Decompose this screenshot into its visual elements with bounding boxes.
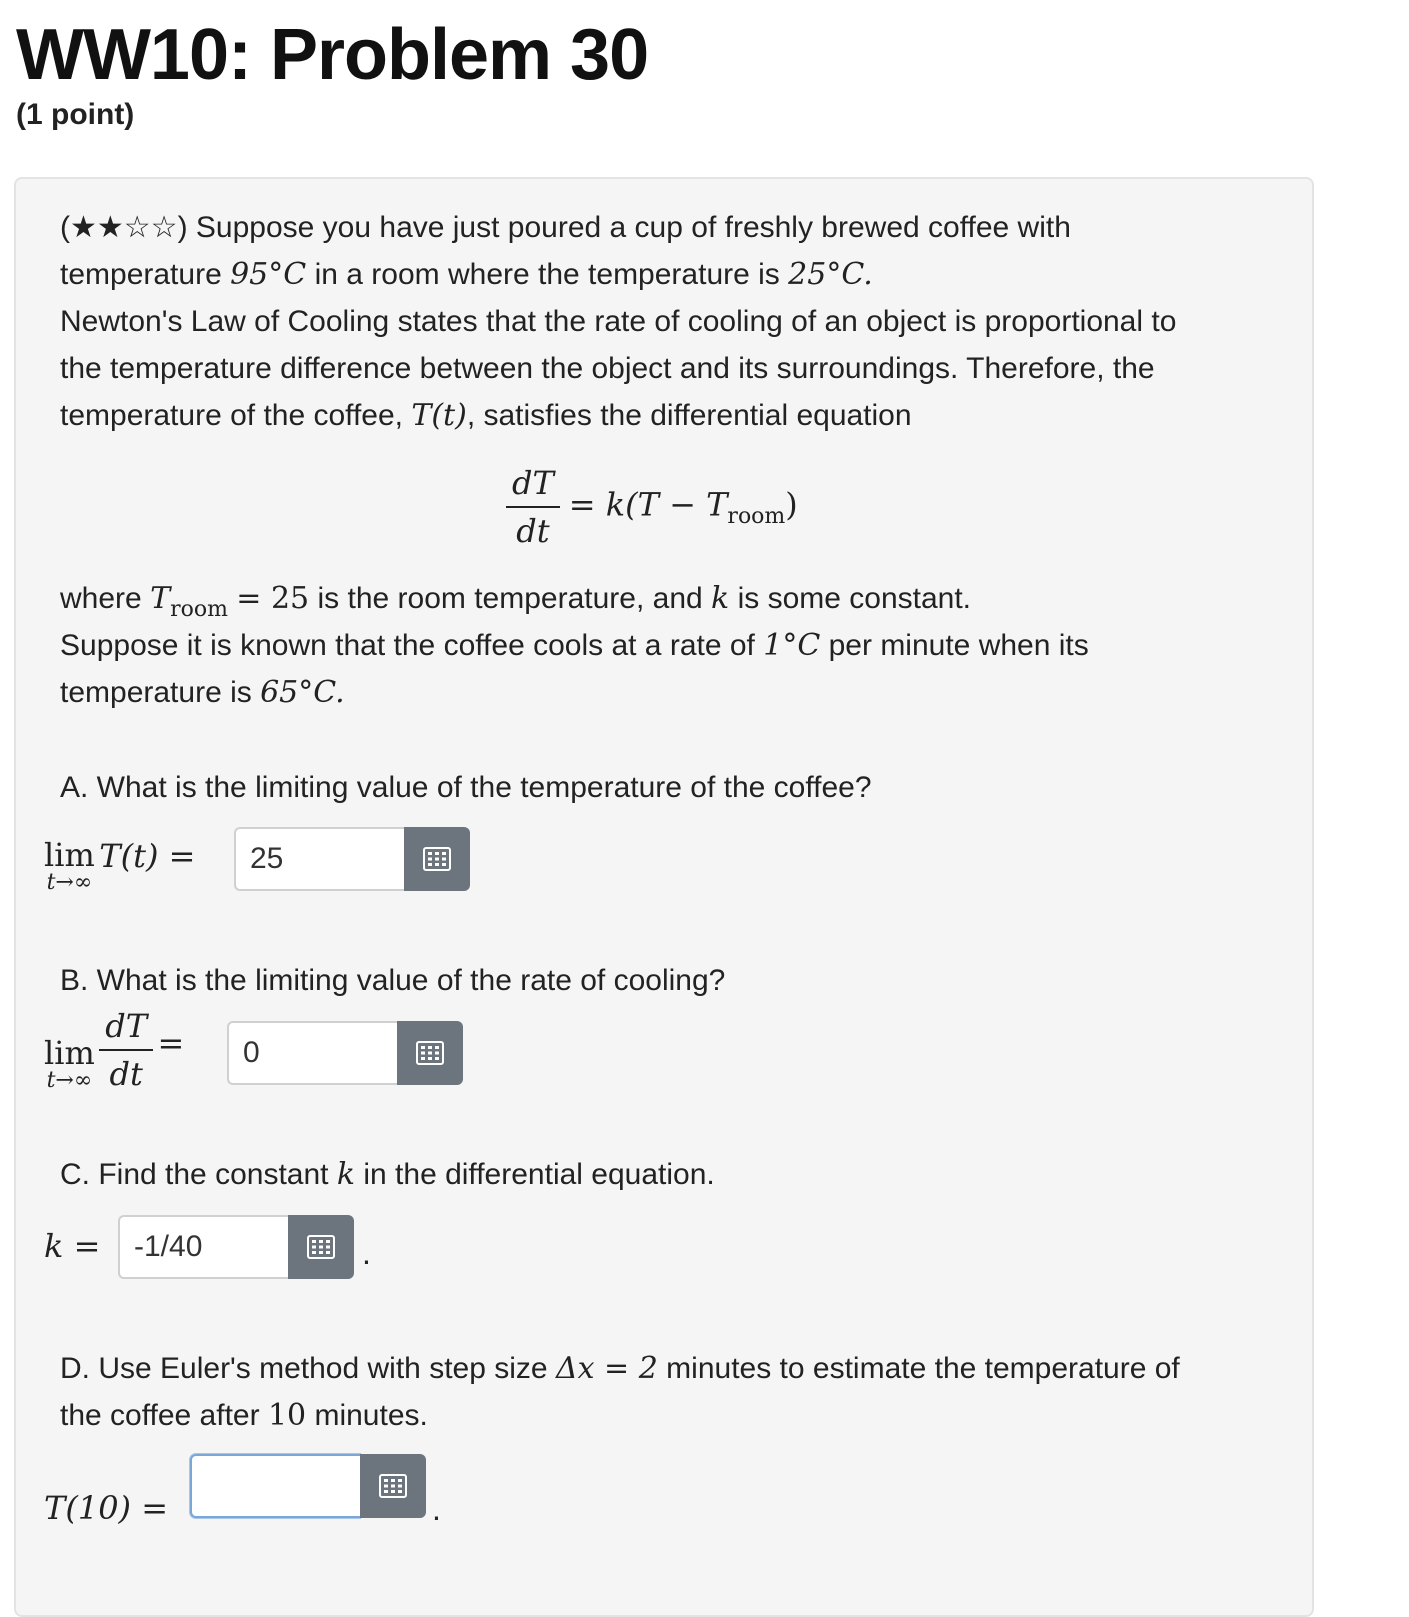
fraction-denominator: dt: [516, 512, 550, 550]
problem-panel: [14, 177, 1314, 1617]
intro-line-4: the temperature difference between the object and its surroundings. Therefore, the: [60, 352, 1155, 385]
part-c-label: k =: [44, 1227, 101, 1265]
after-text-5: temperature is: [60, 676, 252, 709]
lim-text-a: lim: [44, 836, 95, 874]
room-subscript: room: [170, 597, 228, 622]
grid-icon: [416, 1041, 444, 1065]
dT-dt-fraction: [506, 464, 560, 550]
part-c-text-a: C. Find the constant: [60, 1158, 329, 1191]
part-d-question-line-2: [60, 1392, 428, 1440]
cooling-rate: 1°C: [763, 628, 821, 663]
part-d-question-line-1: [60, 1345, 1180, 1393]
after-text-2: is some constant.: [737, 582, 972, 615]
part-c-question: [60, 1151, 715, 1199]
part-a-expression: [44, 836, 196, 895]
equation-rhs: = k(T − T: [568, 485, 728, 524]
part-c-period: .: [362, 1235, 371, 1271]
fraction-b-numerator: dT: [99, 1007, 153, 1051]
intro-text-2a: temperature: [60, 258, 222, 291]
part-d-text-a: D. Use Euler's method with step size: [60, 1352, 548, 1385]
part-b-answer-group: [227, 1021, 463, 1085]
part-c-text-b: in the differential equation.: [363, 1158, 715, 1191]
part-d-text-b: minutes to estimate the temperature of: [666, 1352, 1180, 1385]
after-line-3: [60, 669, 345, 717]
intro-line-5: [60, 392, 912, 440]
page-title: WW10: Problem 30: [16, 15, 649, 95]
part-d-text-d: minutes.: [314, 1399, 428, 1432]
coffee-temperature: 95°C: [230, 257, 307, 292]
part-c-k-symbol: k: [336, 1157, 356, 1192]
after-text-4: per minute when its: [828, 629, 1089, 662]
coffee-temp-function: T(t): [411, 398, 467, 433]
after-line-1: [60, 575, 971, 626]
part-c-equation-editor-button[interactable]: [288, 1215, 354, 1279]
after-text-1: is the room temperature, and: [317, 582, 703, 615]
part-a-equation-editor-button[interactable]: [404, 827, 470, 891]
part-b-equals: =: [157, 1024, 185, 1063]
intro-text-1: Suppose you have just poured a cup of freshly brewed coffee with: [195, 211, 1071, 244]
part-a-answer-input[interactable]: [234, 827, 404, 891]
part-b-equation-editor-button[interactable]: [397, 1021, 463, 1085]
fraction-numerator: dT: [506, 464, 560, 508]
lim-under-b: t→∞: [46, 1068, 93, 1093]
part-a-question: A. What is the limiting value of the temperature of the coffee?: [60, 771, 872, 804]
part-b-expression: [44, 1007, 184, 1093]
part-b-answer-input[interactable]: [227, 1021, 397, 1085]
difficulty-stars: (★★☆☆): [60, 211, 188, 244]
lim-text-b: lim: [44, 1034, 95, 1072]
limit-a: [44, 836, 95, 895]
differential-equation: [506, 464, 798, 550]
part-a-lhs: T(t) =: [99, 837, 196, 875]
equation-close-paren: ): [785, 485, 798, 524]
fraction-b-denominator: dt: [109, 1055, 143, 1093]
part-d-answer-input[interactable]: [190, 1454, 360, 1518]
intro-line-3: Newton's Law of Cooling states that the rate of cooling of an object is proportional to: [60, 305, 1177, 338]
room-temp-value: = 25: [236, 581, 310, 616]
part-a-answer-group: [234, 827, 470, 891]
temp-65: 65°C.: [260, 675, 345, 710]
equation-subscript: room: [727, 504, 786, 530]
part-d-label: T(10) =: [44, 1489, 169, 1527]
T-symbol: T: [150, 581, 171, 616]
after-text-3: Suppose it is known that the coffee cools at a rate of: [60, 629, 755, 662]
step-size: Δx = 2: [555, 1351, 658, 1386]
room-temperature: 25°C.: [788, 257, 873, 292]
intro-line-2: [60, 251, 873, 299]
intro-line-1: [60, 204, 1071, 252]
part-d-text-c: the coffee after: [60, 1399, 260, 1432]
part-d-answer-group: [190, 1454, 426, 1518]
after-line-2: [60, 622, 1089, 670]
k-symbol: k: [711, 581, 730, 616]
ten-minutes: 10: [267, 1398, 307, 1433]
intro-text-2b: in a room where the temperature is: [314, 258, 780, 291]
part-d-period: .: [432, 1491, 441, 1527]
lim-under-a: t→∞: [46, 870, 93, 895]
limit-b: [44, 1034, 95, 1093]
intro-text-5b: , satisfies the differential equation: [466, 399, 912, 432]
grid-icon: [307, 1235, 335, 1259]
where-text: where: [60, 582, 142, 615]
part-c-answer-input[interactable]: [118, 1215, 288, 1279]
intro-text-5a: temperature of the coffee,: [60, 399, 403, 432]
grid-icon: [379, 1474, 407, 1498]
grid-icon: [423, 847, 451, 871]
part-c-answer-group: [118, 1215, 354, 1279]
part-d-equation-editor-button[interactable]: [360, 1454, 426, 1518]
dT-dt-fraction-b: [99, 1007, 153, 1093]
points-label: (1 point): [16, 98, 135, 131]
part-b-question: B. What is the limiting value of the rate of cooling?: [60, 964, 726, 997]
